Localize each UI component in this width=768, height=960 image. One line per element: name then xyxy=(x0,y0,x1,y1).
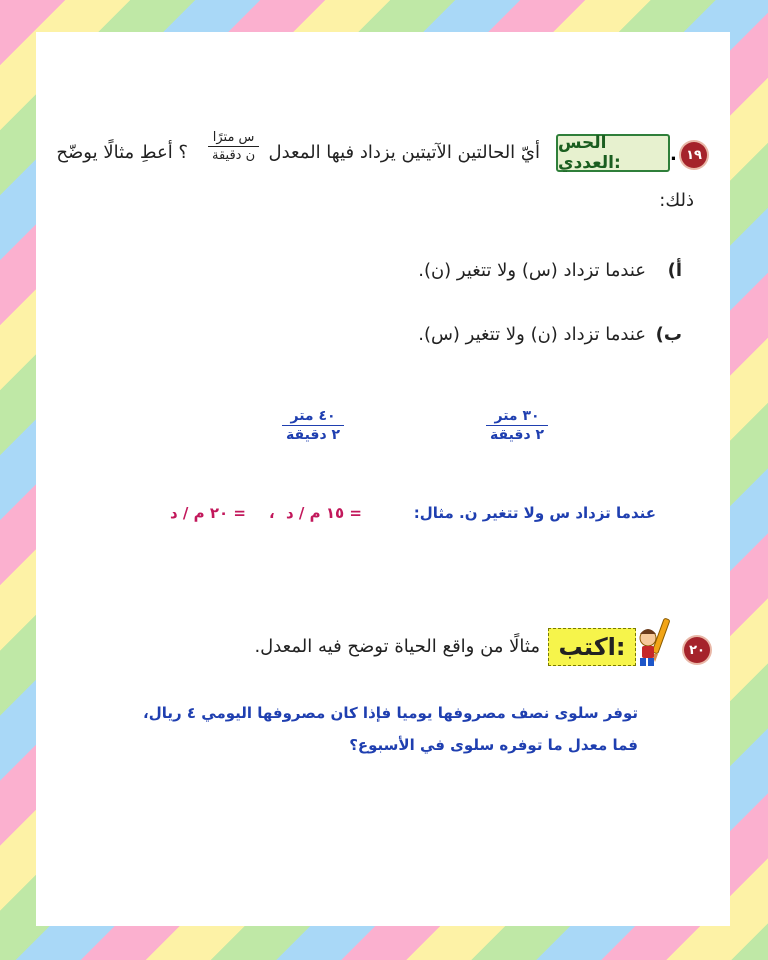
number-sense-label: الحس العددي: xyxy=(556,134,670,172)
answer-fraction-1-numerator: ٣٠ متر xyxy=(494,408,540,424)
answer-fraction-2-numerator: ٤٠ متر xyxy=(290,408,336,424)
answer-sentence: عندما تزداد س ولا تتغير ن. مثال: xyxy=(413,504,656,522)
question-19-text-end: ؟ أعطِ مثالًا يوضّح xyxy=(56,142,188,163)
pencil-character-icon xyxy=(634,616,674,668)
question-19-text: أيّ الحالتين الآتيتين يزداد فيها المعدل xyxy=(268,142,540,163)
write-label: اكتب: xyxy=(548,628,636,666)
answer-20-line2: فما معدل ما توفره سلوى في الأسبوع؟ xyxy=(349,736,638,754)
worksheet-card xyxy=(36,32,730,926)
number-dot: . xyxy=(670,144,677,165)
rate-fraction-numerator: س مترًا xyxy=(212,130,255,145)
question-19-text-line2: ذلك: xyxy=(659,190,694,211)
option-a-label: أ) xyxy=(667,260,682,281)
option-b-text: عندما تزداد (ن) ولا تتغير (س). xyxy=(418,324,646,345)
question-20-text: مثالًا من واقع الحياة توضح فيه المعدل. xyxy=(254,636,540,657)
answer-separator: ، xyxy=(269,504,275,522)
answer-20-line1: توفر سلوى نصف مصروفها يوميا فإذا كان مصروفها اليومي ٤ ريال، xyxy=(143,704,638,722)
answer-result-2: = ٢٠ م / د xyxy=(170,504,246,522)
option-a-text: عندما تزداد (س) ولا تتغير (ن). xyxy=(418,260,646,281)
rate-fraction-denominator: ن دقيقة xyxy=(208,146,259,163)
answer-fraction-1 xyxy=(486,408,548,443)
answer-fraction-1-denominator: ٢ دقيقة xyxy=(486,425,548,443)
rate-fraction xyxy=(208,130,259,163)
answer-fraction-2-denominator: ٢ دقيقة xyxy=(282,425,344,443)
answer-fraction-2 xyxy=(282,408,344,443)
question-19-number: ١٩ xyxy=(681,142,707,168)
question-20-number: ٢٠ xyxy=(684,637,710,663)
option-b-label: ب) xyxy=(655,324,682,345)
answer-result-1: = ١٥ م / د xyxy=(286,504,362,522)
